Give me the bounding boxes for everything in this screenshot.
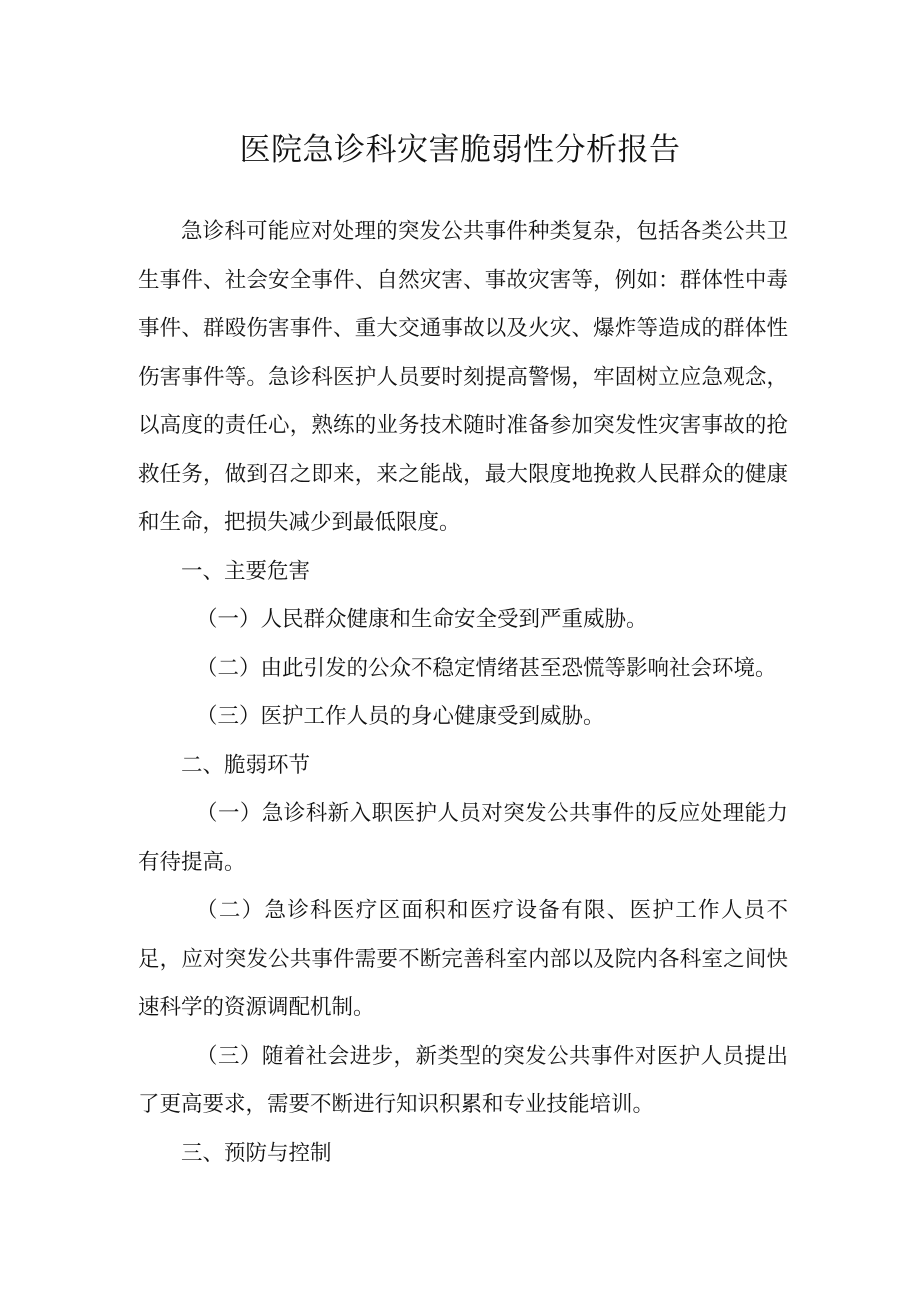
hazard-item-3: （三）医护工作人员的身心健康受到威胁。 <box>196 704 605 729</box>
vulnerability-item-1: （一）急诊科新入职医护人员对突发公共事件的反应处理能力有待提高。 <box>138 801 788 875</box>
vulnerability-item-2: （二）急诊科医疗区面积和医疗设备有限、医护工作人员不足，应对突发公共事件需要不断完善科室内部以及院内各科室之间快速科学的资源调配机制。 <box>138 898 788 1020</box>
document-body <box>138 208 788 1178</box>
section-heading-main-hazards: 一、主要危害 <box>181 558 311 584</box>
section-heading-vulnerabilities: 二、脆弱环节 <box>181 752 311 778</box>
hazard-item-2: （二）由此引发的公众不稳定情绪甚至恐慌等影响社会环境。 <box>196 655 777 681</box>
section-heading-prevention-control: 三、预防与控制 <box>181 1140 332 1166</box>
hazard-item-1: （一）人民群众健康和生命安全受到严重威胁。 <box>196 607 648 632</box>
vulnerability-item-3: （三）随着社会进步，新类型的突发公共事件对医护人员提出了更高要求，需要不断进行知识积累和专业技能培训。 <box>138 1043 788 1117</box>
document-title: 医院急诊科灾害脆弱性分析报告 <box>239 132 681 168</box>
intro-paragraph: 急诊科可能应对处理的突发公共事件种类复杂，包括各类公共卫生事件、社会安全事件、自然灾害、事故灾害等，例如：群体性中毒事件、群殴伤害事件、重大交通事故以及火灾、爆炸等造成的群体性伤害事件等。急诊科医护人员要时刻提高警惕，牢固树立应急观念，以高度的责任心，熟练的业务技术随时准备参加突发性灾害事故的抢救任务，做到召之即来，来之能战，最大限度地挽救人民群众的健康和生命，把损失减少到最低限度。 <box>138 219 788 535</box>
